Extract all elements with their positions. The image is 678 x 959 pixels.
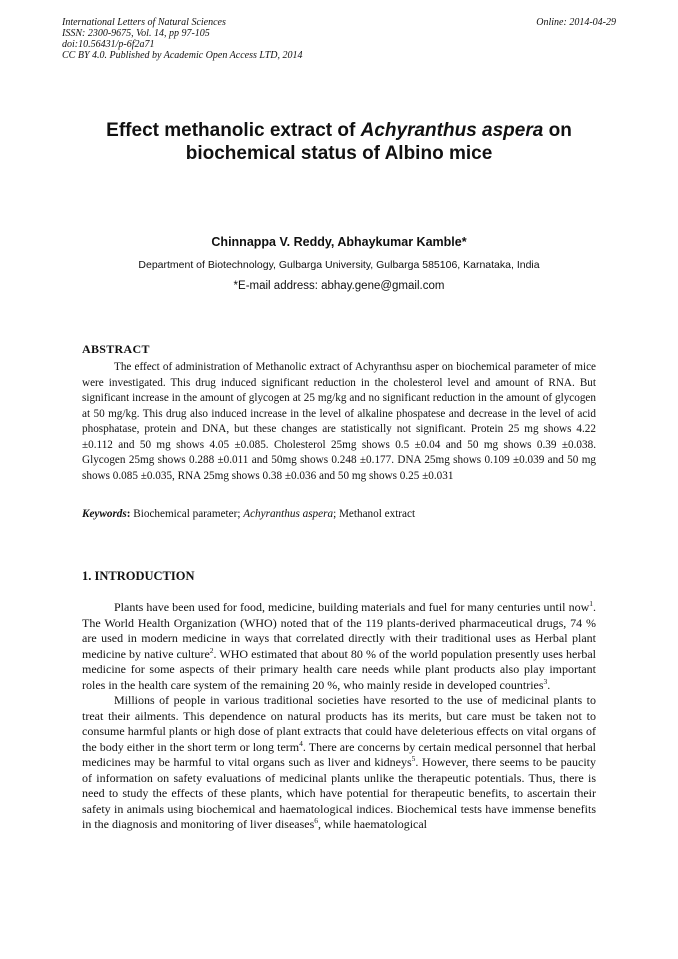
intro-p2-text-4: , while haematological	[318, 817, 428, 831]
affiliation: Department of Biotechnology, Gulbarga University, Gulbarga 585106, Karnataka, India	[138, 259, 540, 271]
keywords-sep: :	[126, 508, 134, 520]
keyword-1: Biochemical parameter;	[133, 508, 244, 520]
keywords-label: Keywords	[82, 508, 127, 520]
citation-5: 5	[411, 754, 416, 763]
section-heading-introduction: 1. INTRODUCTION	[82, 569, 195, 583]
license-line: CC BY 4.0. Published by Academic Open Access LTD, 2014	[62, 50, 303, 61]
title-species: Achyranthus aspera	[360, 120, 544, 141]
citation-4: 4	[299, 738, 303, 748]
journal-name: International Letters of Natural Sciences	[62, 17, 226, 28]
paper-title	[62, 119, 616, 165]
intro-paragraph-1	[82, 600, 596, 693]
abstract-body	[82, 360, 596, 484]
intro-p2-text-1: Millions of people in various traditional societies have resorted to the use of medicinal plants to treat their ailments. This dependence on natural products has its merits, but care must be taken not to consume harmful plants or high dose of plant extracts that could have deleterious effects on vital organs of the body either in the short term or long term	[82, 693, 596, 754]
intro-p1-text-1: Plants have been used for food, medicine, building materials and fuel for many centuries until now	[114, 600, 590, 614]
doi-line: doi:10.56431/p-6f2a71	[62, 39, 155, 50]
corresponding-email: *E-mail address: abhay.gene@gmail.com	[233, 280, 445, 292]
citation-6: 6	[314, 816, 319, 825]
abstract-text: The effect of administration of Methanolic extract of Achyranthsu asper on biochemical parameter of mice were investigated. This drug induced significant reduction in the cholesterol level and amount of RNA. But significant increase in the amount of glycogen at 25 mg/kg and no significant reduction in the amount of glycogen at 50 mg/kg. This drug also induced increase in the level of alkaline phospatese and decrease in the level of acid phosphatase, protein and DNA, but these changes are statistically not significant. Protein 25 mg shows 4.22 ±0.112 and 50 mg shows 4.05 ±0.085. Cholesterol 25mg shows 0.5 ±0.04 and 50 mg shows 0.39 ±0.038. Glycogen 25mg shows 0.288 ±0.011 and 50mg shows 0.248 ±0.177. DNA 25mg shows 0.109 ±0.039 and 50 mg shows 0.085 ±0.035, RNA 25mg shows 0.38 ±0.036 and 50 mg shows 0.25 ±0.031	[82, 361, 596, 482]
intro-p1-text-2: . The World Health Organization (WHO) noted that of the 119 plants-derived pharmaceutical drugs, 74 % are used in modern medicine in ways that correlated directly with their traditional uses as Herbal plant medicine by native culture	[82, 600, 596, 661]
citation-1: 1	[589, 599, 593, 608]
intro-p2-text-3: . However, there seems to be paucity of information on safety evaluations of medicinal plants unlike the therapeutic potentials. Thus, there is need to study the effects of these plants, which have potential for therapeutic benefits, to ascertain their safety in animals using biochemical and haematological indices. Biochemical tests have immense benefits in the diagnosis and monitoring of liver diseases	[82, 755, 596, 831]
title-part-1: Effect methanolic extract of	[106, 120, 361, 141]
journal-header	[62, 17, 616, 61]
keywords-line	[82, 507, 596, 522]
citation-3: 3	[543, 676, 548, 686]
intro-p1-text-4: .	[547, 677, 551, 692]
intro-paragraph-2	[82, 693, 596, 833]
citation-2: 2	[209, 645, 214, 655]
keyword-3: ; Methanol extract	[333, 508, 416, 520]
author-list: Chinnappa V. Reddy, Abhaykumar Kamble*	[211, 235, 467, 249]
intro-p2-text-2: . There are concerns by certain medical personnel that herbal medicines may be harmful to vital organs such as liver and kidneys	[82, 739, 596, 769]
issn-line: ISSN: 2300-9675, Vol. 14, pp 97-105	[62, 28, 210, 39]
intro-p1-text-3: . WHO estimated that about 80 % of the world population presently uses herbal medicine for some aspects of their primary health care needs while plant products also play important roles in the health care system of the remaining 20 %, who mainly reside in developed countries	[82, 646, 596, 692]
online-date: Online: 2014-04-29	[536, 17, 616, 28]
introduction-body	[82, 600, 596, 833]
abstract-heading: ABSTRACT	[82, 342, 150, 356]
title-part-2: on biochemical status of Albino mice	[185, 120, 572, 164]
keyword-2: Achyranthus aspera	[243, 508, 334, 520]
